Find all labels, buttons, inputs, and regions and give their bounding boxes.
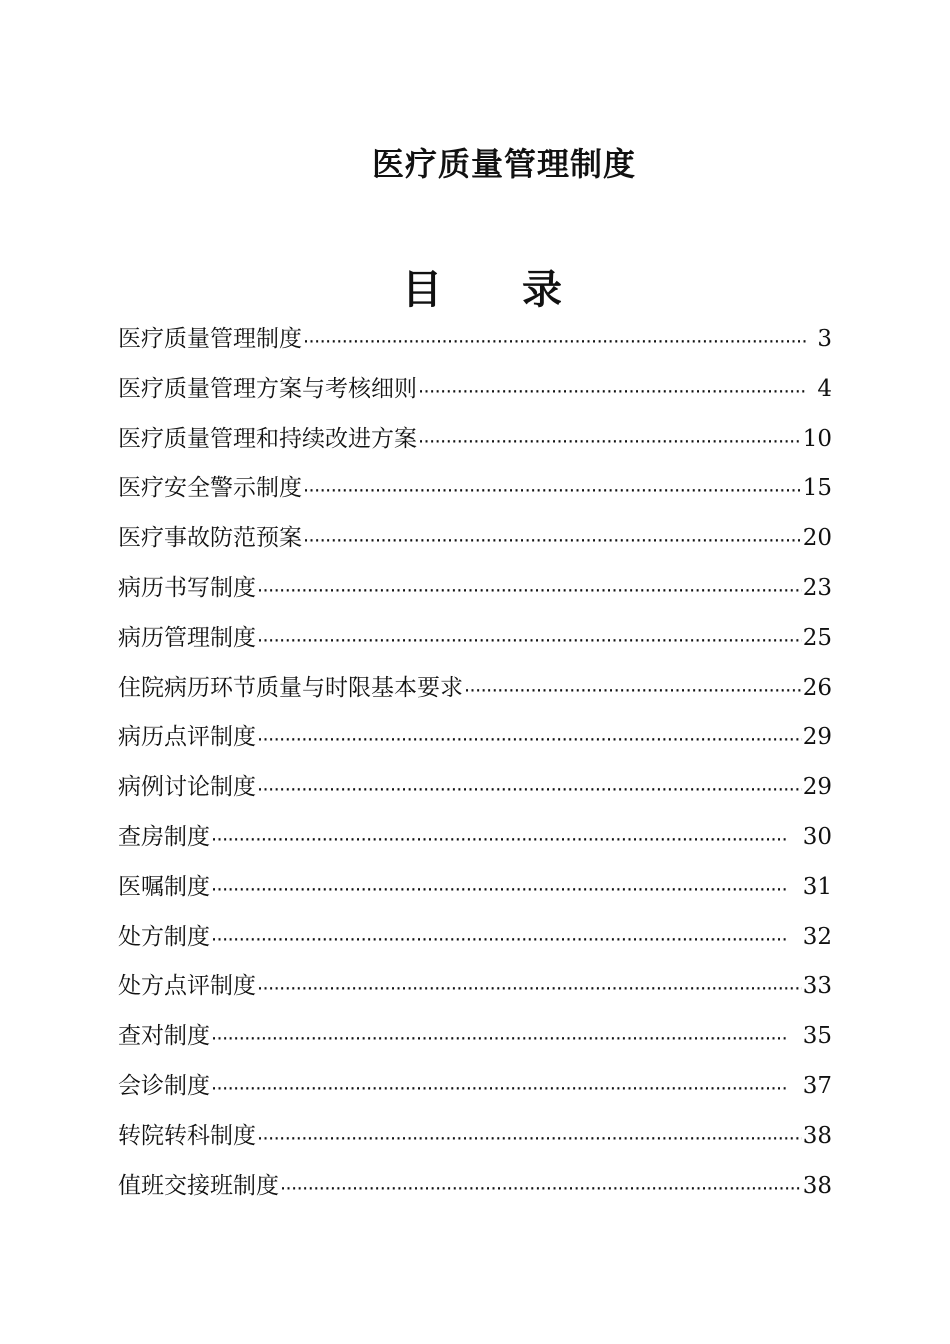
toc-dot-leader xyxy=(257,620,802,646)
toc-entry[interactable] xyxy=(118,419,832,469)
toc-entry[interactable] xyxy=(118,917,832,967)
toc-dot-leader xyxy=(303,520,802,546)
toc-heading xyxy=(0,262,950,318)
toc-entry[interactable] xyxy=(118,468,832,518)
toc-entry-label: 病历点评制度 xyxy=(118,724,256,751)
toc-entry[interactable] xyxy=(118,717,832,767)
toc-entry-page: 29 xyxy=(802,724,832,751)
toc-dot-leader xyxy=(418,421,802,447)
toc-entry-page: 29 xyxy=(802,774,832,801)
toc-dot-leader xyxy=(211,1018,802,1044)
toc-entry[interactable] xyxy=(118,568,832,618)
toc-entry-page: 23 xyxy=(802,574,832,601)
toc-entry[interactable] xyxy=(118,1066,832,1116)
toc-dot-leader xyxy=(418,371,807,397)
toc-entry[interactable] xyxy=(118,369,832,419)
toc-dot-leader xyxy=(280,1168,802,1194)
toc-entry-label: 处方制度 xyxy=(118,923,210,950)
toc-entry[interactable] xyxy=(118,618,832,668)
toc-entry-label: 病历书写制度 xyxy=(118,574,256,601)
toc-dot-leader xyxy=(211,819,802,845)
toc-dot-leader xyxy=(257,719,802,745)
toc-entry-label: 会诊制度 xyxy=(118,1072,210,1099)
toc-entry-page: 33 xyxy=(802,973,832,1000)
toc-entry[interactable] xyxy=(118,817,832,867)
toc-entry[interactable] xyxy=(118,867,832,917)
toc-dot-leader xyxy=(211,869,802,895)
toc-dot-leader xyxy=(257,1118,802,1144)
toc-entry-label: 医疗质量管理和持续改进方案 xyxy=(118,425,417,452)
toc-entry-page: 10 xyxy=(802,425,832,452)
toc-entry-page: 31 xyxy=(802,873,832,900)
toc-entry[interactable] xyxy=(118,966,832,1016)
toc-heading-right: 录 xyxy=(522,266,562,313)
toc-dot-leader xyxy=(211,1068,802,1094)
toc-entry-label: 医疗安全警示制度 xyxy=(118,475,302,502)
toc-dot-leader xyxy=(303,470,802,496)
toc-entry-label: 病历管理制度 xyxy=(118,624,256,651)
toc-entry[interactable] xyxy=(118,319,832,369)
toc-dot-leader xyxy=(257,570,802,596)
toc-entry-page: 15 xyxy=(802,475,832,502)
toc-entry-page: 30 xyxy=(802,823,832,850)
toc-entry-page: 35 xyxy=(802,1023,832,1050)
toc-entry-label: 转院转科制度 xyxy=(118,1122,256,1149)
toc-entry-label: 医嘱制度 xyxy=(118,873,210,900)
toc-entry-page: 20 xyxy=(802,525,832,552)
toc-entry-label: 值班交接班制度 xyxy=(118,1172,279,1199)
toc-entry-label: 住院病历环节质量与时限基本要求 xyxy=(118,674,463,701)
toc-dot-leader xyxy=(211,919,802,945)
toc-entry[interactable] xyxy=(118,668,832,718)
document-title: 医疗质量管理制度 xyxy=(371,145,636,183)
toc-entry-page: 4 xyxy=(817,375,832,402)
toc-entry-label: 医疗质量管理制度 xyxy=(118,326,302,352)
toc-dot-leader xyxy=(257,968,802,994)
toc-entry-label: 查对制度 xyxy=(118,1023,210,1050)
toc-entry-label: 医疗事故防范预案 xyxy=(118,525,302,552)
toc-entry-page: 26 xyxy=(802,674,832,701)
toc-entry[interactable] xyxy=(118,518,832,568)
toc-entry[interactable] xyxy=(118,1166,832,1216)
toc-entry-label: 医疗质量管理方案与考核细则 xyxy=(118,375,417,402)
toc-entry-page: 3 xyxy=(817,326,832,352)
toc-entry-label: 病例讨论制度 xyxy=(118,774,256,801)
table-of-contents xyxy=(118,319,832,1215)
toc-entry-label: 查房制度 xyxy=(118,823,210,850)
toc-entry[interactable] xyxy=(118,767,832,817)
toc-entry-page: 37 xyxy=(802,1072,832,1099)
toc-heading-left: 目 xyxy=(402,266,442,313)
toc-dot-leader xyxy=(257,769,802,795)
toc-entry-page: 38 xyxy=(802,1122,832,1149)
toc-dot-leader xyxy=(464,670,802,696)
toc-entry-label: 处方点评制度 xyxy=(118,973,256,1000)
toc-entry[interactable] xyxy=(118,1116,832,1166)
toc-entry[interactable] xyxy=(118,1016,832,1066)
toc-entry-page: 25 xyxy=(802,624,832,651)
toc-entry-page: 32 xyxy=(802,923,832,950)
toc-dot-leader xyxy=(303,321,807,347)
toc-entry-page: 38 xyxy=(802,1172,832,1199)
